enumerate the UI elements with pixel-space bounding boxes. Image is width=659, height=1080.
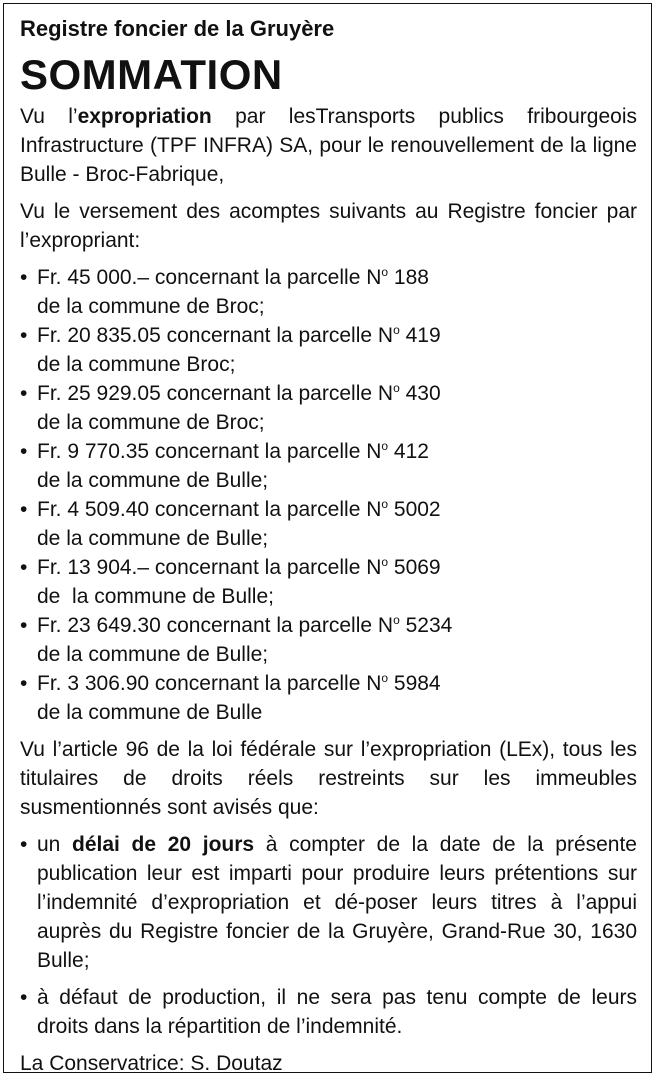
- condition-item-default: [20, 983, 637, 1041]
- no-sup: o: [381, 439, 389, 453]
- parcel-number: 5984: [388, 672, 441, 695]
- parcel-number: 5002: [388, 498, 441, 521]
- no-label: N: [377, 614, 394, 637]
- registry-header: Registre foncier de la Gruyère: [20, 16, 335, 41]
- no-label: N: [377, 324, 394, 347]
- bullet: •: [20, 266, 28, 289]
- payment-item: [20, 611, 637, 669]
- intro-rest: par lesTransports publics fribourgeois Infrastructure (TPF INFRA) SA, pour le renouvellement de la ligne Bulle - Broc-Fabrique,: [20, 105, 637, 186]
- article-paragraph: Vu l’article 96 de la loi fédérale sur l’expropriation (LEx), tous les titulaires de droits réels restreints sur les immeubles susmentionnés sont avisés que:: [20, 738, 637, 819]
- condition-item-deadline: [20, 830, 637, 975]
- payment-amount: Fr. 20 835.05 concernant la parcelle: [37, 324, 378, 347]
- parcel-number: 430: [399, 382, 441, 405]
- payment-item: [20, 321, 637, 379]
- bullet: •: [20, 986, 28, 1009]
- payment-amount: Fr. 23 649.30 concernant la parcelle: [37, 614, 378, 637]
- payment-commune: de la commune de Broc;: [37, 295, 265, 318]
- no-label: N: [366, 672, 382, 695]
- bullet: •: [20, 614, 28, 637]
- condition-text: à défaut de production, il ne sera pas tenu compte de leurs droits dans la répartition de l’indemnité.: [37, 986, 637, 1038]
- payment-commune: de la commune de Bulle;: [37, 469, 269, 492]
- intro-prefix: Vu l’: [20, 105, 78, 128]
- no-label: N: [366, 498, 382, 521]
- bullet: •: [20, 382, 28, 405]
- parcel-number: 412: [388, 440, 429, 463]
- official-notice: [3, 3, 652, 1073]
- parcel-number: 188: [388, 266, 429, 289]
- no-sup: o: [381, 671, 389, 685]
- payment-amount: Fr. 4 509.40 concernant la parcelle: [37, 498, 367, 521]
- payment-item: [20, 669, 637, 727]
- no-sup: o: [393, 613, 400, 627]
- payment-amount: Fr. 9 770.35 concernant la parcelle: [37, 440, 367, 463]
- payment-commune: de la commune de Bulle;: [37, 585, 274, 608]
- bullet: •: [20, 672, 28, 695]
- no-sup: o: [393, 381, 400, 395]
- bullet: •: [20, 498, 28, 521]
- payment-amount: Fr. 45 000.– concernant la parcelle: [37, 266, 367, 289]
- payment-item: [20, 379, 637, 437]
- bullet: •: [20, 324, 28, 347]
- no-sup: o: [393, 323, 400, 337]
- notice-title: SOMMATION: [20, 51, 283, 98]
- no-label: N: [377, 382, 394, 405]
- payment-amount: Fr. 3 306.90 concernant la parcelle: [37, 672, 367, 695]
- intro-bold: expropriation: [77, 105, 212, 128]
- parcel-number: 5234: [399, 614, 453, 637]
- parcel-number: 5069: [388, 556, 441, 579]
- payments-list: [20, 263, 637, 727]
- intro-paragraph: [20, 102, 637, 189]
- payment-commune: de la commune de Bulle;: [37, 527, 269, 550]
- no-sup: o: [381, 265, 389, 279]
- payment-item: [20, 553, 637, 611]
- signature: La Conservatrice: S. Doutaz: [20, 1052, 283, 1075]
- payment-item: [20, 263, 637, 321]
- payment-commune: de la commune de Bulle;: [37, 643, 269, 666]
- no-label: N: [366, 440, 382, 463]
- bullet: •: [20, 556, 28, 579]
- no-label: N: [366, 556, 382, 579]
- payment-item: [20, 437, 637, 495]
- condition-rest: à compter de la date de la présente publication leur est imparti pour produire leurs prétentions sur l’indemnité d’expropriation et dé-poser leurs titres à l’appui auprès du Registre foncier de la Gruyère, Grand-Rue 30, 1630 Bulle;: [37, 833, 637, 972]
- payment-commune: de la commune Broc;: [37, 353, 236, 376]
- payments-intro: Vu le versement des acomptes suivants au Registre foncier par l’expropriant:: [20, 200, 637, 252]
- parcel-number: 419: [399, 324, 441, 347]
- bullet: •: [20, 833, 28, 856]
- payment-item: [20, 495, 637, 553]
- condition-prefix: un: [37, 833, 73, 856]
- no-label: N: [366, 266, 382, 289]
- payment-amount: Fr. 13 904.– concernant la parcelle: [37, 556, 367, 579]
- payment-commune: de la commune de Broc;: [37, 411, 265, 434]
- bullet: •: [20, 440, 28, 463]
- no-sup: o: [381, 555, 389, 569]
- no-sup: o: [381, 497, 389, 511]
- deadline-bold: délai de 20 jours: [72, 833, 255, 856]
- conditions-list: [20, 830, 637, 1041]
- payment-amount: Fr. 25 929.05 concernant la parcelle: [37, 382, 378, 405]
- payment-commune: de la commune de Bulle: [37, 701, 263, 724]
